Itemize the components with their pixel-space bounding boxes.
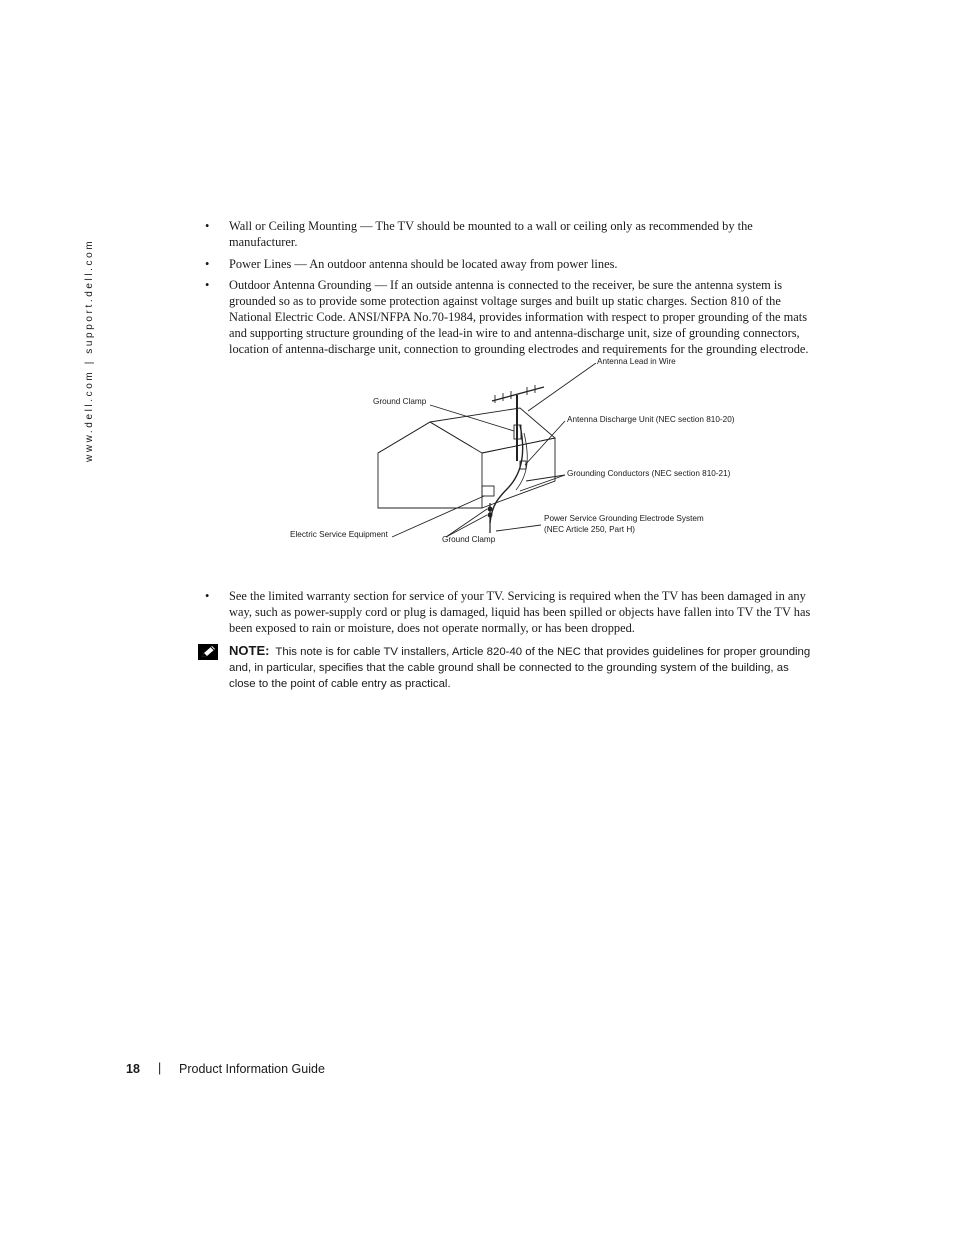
antenna-grounding-diagram (0, 357, 735, 579)
leader-ground-clamp-top (430, 405, 514, 431)
bullet-text: See the limited warranty section for service of your TV. Servicing is required when the TV has been damaged in any way, such as power-supply cord or plug is damaged, liquid has been spilled or objects have fallen into TV the TV has been exposed to rain or moisture, does not operate normally, or has been dropped. (229, 589, 811, 635)
label-grounding-conductors: Grounding Conductors (NEC section 810-21) (567, 469, 731, 479)
page-content (202, 219, 814, 692)
leader-electric-service (392, 496, 484, 537)
label-antenna-lead: Antenna Lead in Wire (597, 357, 676, 367)
ground-clamp-1 (488, 507, 492, 511)
note-text: This note is for cable TV installers, Article 820-40 of the NEC that provides guidelines for proper grounding and, in particular, specifies that the cable ground shall be connected to the grounding system of the building, as close to the point of cable entry as practical. (229, 645, 811, 690)
antenna-grounding-illustration (0, 363, 954, 579)
leader-ground-clamp-bottom-a (446, 509, 487, 537)
bullet-antenna-grounding (202, 278, 814, 357)
house-gable-wall (378, 422, 482, 508)
label-discharge-unit: Antenna Discharge Unit (NEC section 810-20) (567, 415, 735, 425)
bullet-power-lines (202, 257, 814, 273)
page-number: 18 (126, 1062, 140, 1076)
bullet-limited-warranty (202, 589, 814, 636)
note-block (202, 643, 814, 692)
bullet-wall-mounting (202, 219, 814, 251)
label-power-service-line1: Power Service Grounding Electrode System (544, 514, 704, 524)
leader-power-service (496, 525, 541, 531)
ground-clamp-2 (488, 513, 492, 517)
leader-antenna-lead (528, 363, 596, 411)
note-heading: NOTE: (229, 642, 270, 658)
leader-grounding-conductor-a (526, 475, 565, 481)
label-electric-service: Electric Service Equipment (290, 530, 388, 540)
leader-ground-clamp-bottom-b (446, 515, 487, 537)
bullet-text: Wall or Ceiling Mounting — The TV should be mounted to a wall or ceiling only as recommended by the manufacturer. (229, 219, 753, 249)
footer-separator: | (158, 1061, 162, 1075)
bullet-dot: • (205, 256, 210, 271)
bullet-text: Outdoor Antenna Grounding — If an outside antenna is connected to the receiver, be sure the antenna system is grounded so as to provide some protection against voltage surges and built up static charges. Section 810 of the National Electric Code. ANSI/NFPA No.70-1984, provides information with respect to proper grounding of the mats and supporting structure grounding of the lead-in wire to and antenna-discharge unit, size of grounding connectors, location of antenna-discharge unit, connection to grounding electrodes and requirements for the grounding electrode. (229, 278, 809, 356)
bullet-dot: • (205, 219, 210, 233)
sidebar-url: www.dell.com | support.dell.com (84, 238, 95, 462)
service-box (482, 486, 494, 496)
note-pencil-icon (198, 644, 218, 660)
label-ground-clamp-top: Ground Clamp (373, 397, 427, 407)
house-roof (430, 408, 555, 453)
leader-grounding-conductor-b (520, 475, 565, 491)
bullet-dot: • (205, 589, 210, 604)
guide-title: Product Information Guide (179, 1062, 325, 1076)
label-power-service-line2: (NEC Article 250, Part H) (544, 525, 635, 535)
label-ground-clamp-bottom: Ground Clamp (442, 535, 496, 545)
house-roof-edge (378, 422, 472, 453)
bullet-dot: • (205, 278, 210, 293)
bullet-text: Power Lines — An outdoor antenna should be located away from power lines. (229, 256, 618, 271)
